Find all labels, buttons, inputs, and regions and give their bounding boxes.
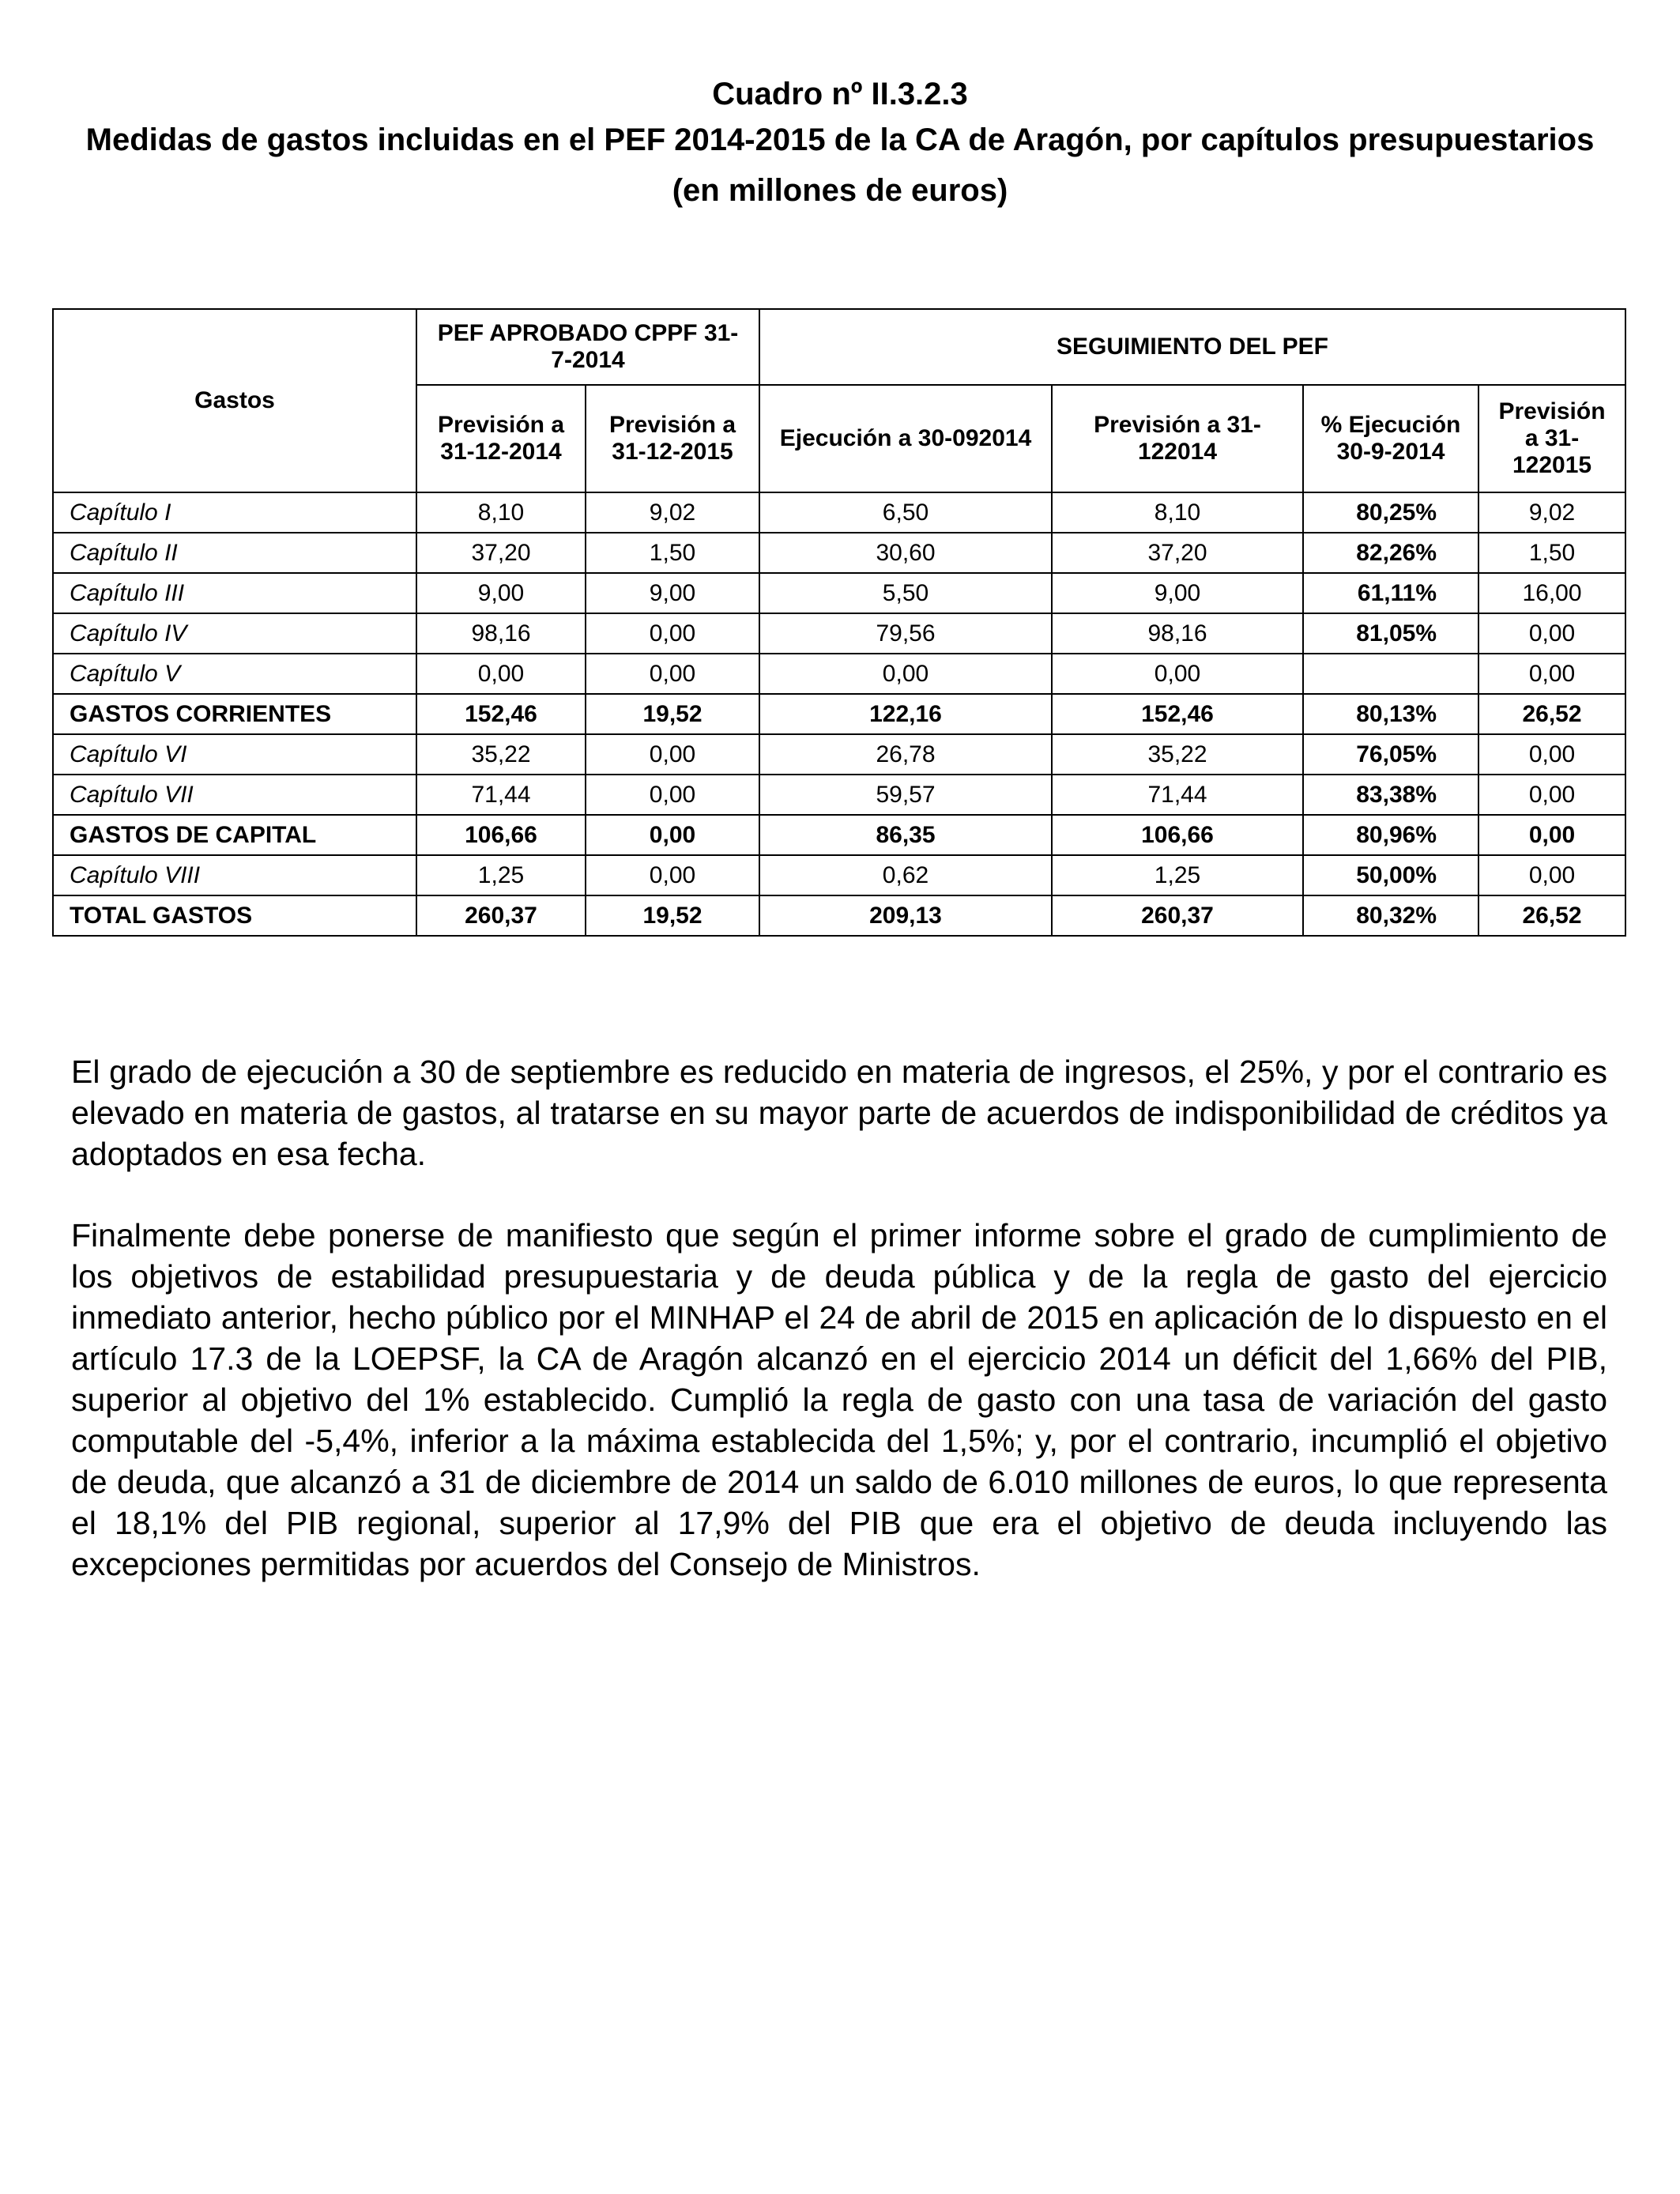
header-pef-aprobado: PEF APROBADO CPPF 31-7-2014 <box>416 309 759 385</box>
row-label: GASTOS CORRIENTES <box>53 694 416 734</box>
header-ejecucion: Ejecución a 30-092014 <box>759 385 1052 492</box>
cell: 1,50 <box>1478 533 1625 573</box>
cell: 79,56 <box>759 613 1052 654</box>
cell: 30,60 <box>759 533 1052 573</box>
cell: 26,52 <box>1478 694 1625 734</box>
cell: 0,62 <box>759 855 1052 895</box>
cell: 16,00 <box>1478 573 1625 613</box>
cell-pct: 83,38% <box>1303 775 1478 815</box>
row-label: Capítulo VII <box>53 775 416 815</box>
cell: 0,00 <box>1478 815 1625 855</box>
cell: 59,57 <box>759 775 1052 815</box>
cell-pct: 80,32% <box>1303 895 1478 936</box>
cell: 86,35 <box>759 815 1052 855</box>
cell: 26,78 <box>759 734 1052 775</box>
cell: 6,50 <box>759 492 1052 533</box>
cell-pct: 81,05% <box>1303 613 1478 654</box>
cell: 152,46 <box>1052 694 1303 734</box>
cell: 209,13 <box>759 895 1052 936</box>
cell-pct: 61,11% <box>1303 573 1478 613</box>
cell: 0,00 <box>416 654 586 694</box>
paragraph-execution-degree: El grado de ejecución a 30 de septiembre es reducido en materia de ingresos, el 25%, y por el contrario es elevado en materia de gastos, al tratarse en su mayor parte de acuerdos de indisponibilidad de créditos ya adoptados en esa fecha. <box>71 1054 1607 1172</box>
cell: 152,46 <box>416 694 586 734</box>
cell: 106,66 <box>1052 815 1303 855</box>
cell-pct <box>1303 654 1478 694</box>
cell: 8,10 <box>1052 492 1303 533</box>
cell: 1,25 <box>416 855 586 895</box>
cell: 260,37 <box>416 895 586 936</box>
cell: 0,00 <box>1478 775 1625 815</box>
cell: 19,52 <box>586 694 759 734</box>
cell: 98,16 <box>1052 613 1303 654</box>
header-prevision-seg-2014: Previsión a 31-122014 <box>1052 385 1303 492</box>
paragraph-compliance-report: Finalmente debe ponerse de manifiesto que según el primer informe sobre el grado de cumplimiento de los objetivos de estabilidad presupuestaria y de deuda pública y de la regla de gasto del ejercicio inmediato anterior, hecho público por el MINHAP el 24 de abril de 2015 en aplicación de lo dispuesto en el artículo 17.3 de la LOEPSF, la CA de Aragón alcanzó en el ejercicio 2014 un déficit del 1,66% del PIB, superior al objetivo del 1% establecido. Cumplió la regla de gasto con una tasa de variación del gasto computable del -5,4%, inferior a la máxima establecida del 1,5%; y, por el contrario, incumplió el objetivo de deuda, que alcanzó a 31 de diciembre de 2014 un saldo de 6.010 millones de euros, lo que representa el 18,1% del PIB regional, superior al 17,9% del PIB que era el objetivo de deuda incluyendo las excepciones permitidas por acuerdos del Consejo de Ministros. <box>71 1217 1607 1582</box>
cell: 9,00 <box>1052 573 1303 613</box>
cell: 37,20 <box>416 533 586 573</box>
cell: 1,25 <box>1052 855 1303 895</box>
document-title-block <box>0 71 1680 213</box>
table-units: (en millones de euros) <box>672 173 1008 208</box>
table-number: Cuadro nº II.3.2.3 <box>712 77 968 111</box>
cell-pct: 80,13% <box>1303 694 1478 734</box>
table-row <box>53 734 1625 775</box>
cell-pct: 80,96% <box>1303 815 1478 855</box>
cell: 122,16 <box>759 694 1052 734</box>
cell: 0,00 <box>1478 654 1625 694</box>
table-row <box>53 855 1625 895</box>
cell: 9,00 <box>416 573 586 613</box>
header-seguimiento: SEGUIMIENTO DEL PEF <box>759 309 1625 385</box>
cell: 0,00 <box>1052 654 1303 694</box>
header-gastos: Gastos <box>53 309 416 492</box>
cell: 0,00 <box>586 613 759 654</box>
cell: 9,02 <box>586 492 759 533</box>
header-prevision-2014: Previsión a 31-12-2014 <box>416 385 586 492</box>
cell: 35,22 <box>416 734 586 775</box>
table-row-subtotal <box>53 694 1625 734</box>
header-pct-ejecucion: % Ejecución 30-9-2014 <box>1303 385 1478 492</box>
cell: 8,10 <box>416 492 586 533</box>
cell: 26,52 <box>1478 895 1625 936</box>
table-row-total <box>53 895 1625 936</box>
cell: 0,00 <box>586 815 759 855</box>
row-label: Capítulo V <box>53 654 416 694</box>
row-label: Capítulo I <box>53 492 416 533</box>
row-label: Capítulo II <box>53 533 416 573</box>
row-label: Capítulo III <box>53 573 416 613</box>
cell: 5,50 <box>759 573 1052 613</box>
table-row <box>53 492 1625 533</box>
cell: 98,16 <box>416 613 586 654</box>
row-label: Capítulo IV <box>53 613 416 654</box>
cell-pct: 76,05% <box>1303 734 1478 775</box>
cell: 260,37 <box>1052 895 1303 936</box>
cell-pct: 50,00% <box>1303 855 1478 895</box>
row-label: Capítulo VIII <box>53 855 416 895</box>
table-row-subtotal <box>53 815 1625 855</box>
cell: 19,52 <box>586 895 759 936</box>
cell: 9,02 <box>1478 492 1625 533</box>
cell: 0,00 <box>1478 855 1625 895</box>
cell: 0,00 <box>1478 613 1625 654</box>
cell: 0,00 <box>586 775 759 815</box>
cell: 9,00 <box>586 573 759 613</box>
cell: 71,44 <box>416 775 586 815</box>
cell: 35,22 <box>1052 734 1303 775</box>
header-prevision-2015: Previsión a 31-12-2015 <box>586 385 759 492</box>
row-label: TOTAL GASTOS <box>53 895 416 936</box>
cell: 0,00 <box>586 734 759 775</box>
table-row <box>53 613 1625 654</box>
row-label: Capítulo VI <box>53 734 416 775</box>
table-row <box>53 573 1625 613</box>
cell: 0,00 <box>586 855 759 895</box>
table-row <box>53 775 1625 815</box>
cell: 0,00 <box>586 654 759 694</box>
cell: 37,20 <box>1052 533 1303 573</box>
cell: 1,50 <box>586 533 759 573</box>
header-prevision-seg-2015: Previsión a 31-122015 <box>1478 385 1625 492</box>
cell-pct: 80,25% <box>1303 492 1478 533</box>
table-title: Medidas de gastos incluidas en el PEF 2014-2015 de la CA de Aragón, por capítulos presupuestarios <box>85 123 1595 157</box>
spending-measures-table <box>52 308 1626 937</box>
table-row <box>53 533 1625 573</box>
cell: 106,66 <box>416 815 586 855</box>
row-label: GASTOS DE CAPITAL <box>53 815 416 855</box>
cell: 0,00 <box>759 654 1052 694</box>
cell-pct: 82,26% <box>1303 533 1478 573</box>
cell: 71,44 <box>1052 775 1303 815</box>
cell: 0,00 <box>1478 734 1625 775</box>
table-row <box>53 654 1625 694</box>
